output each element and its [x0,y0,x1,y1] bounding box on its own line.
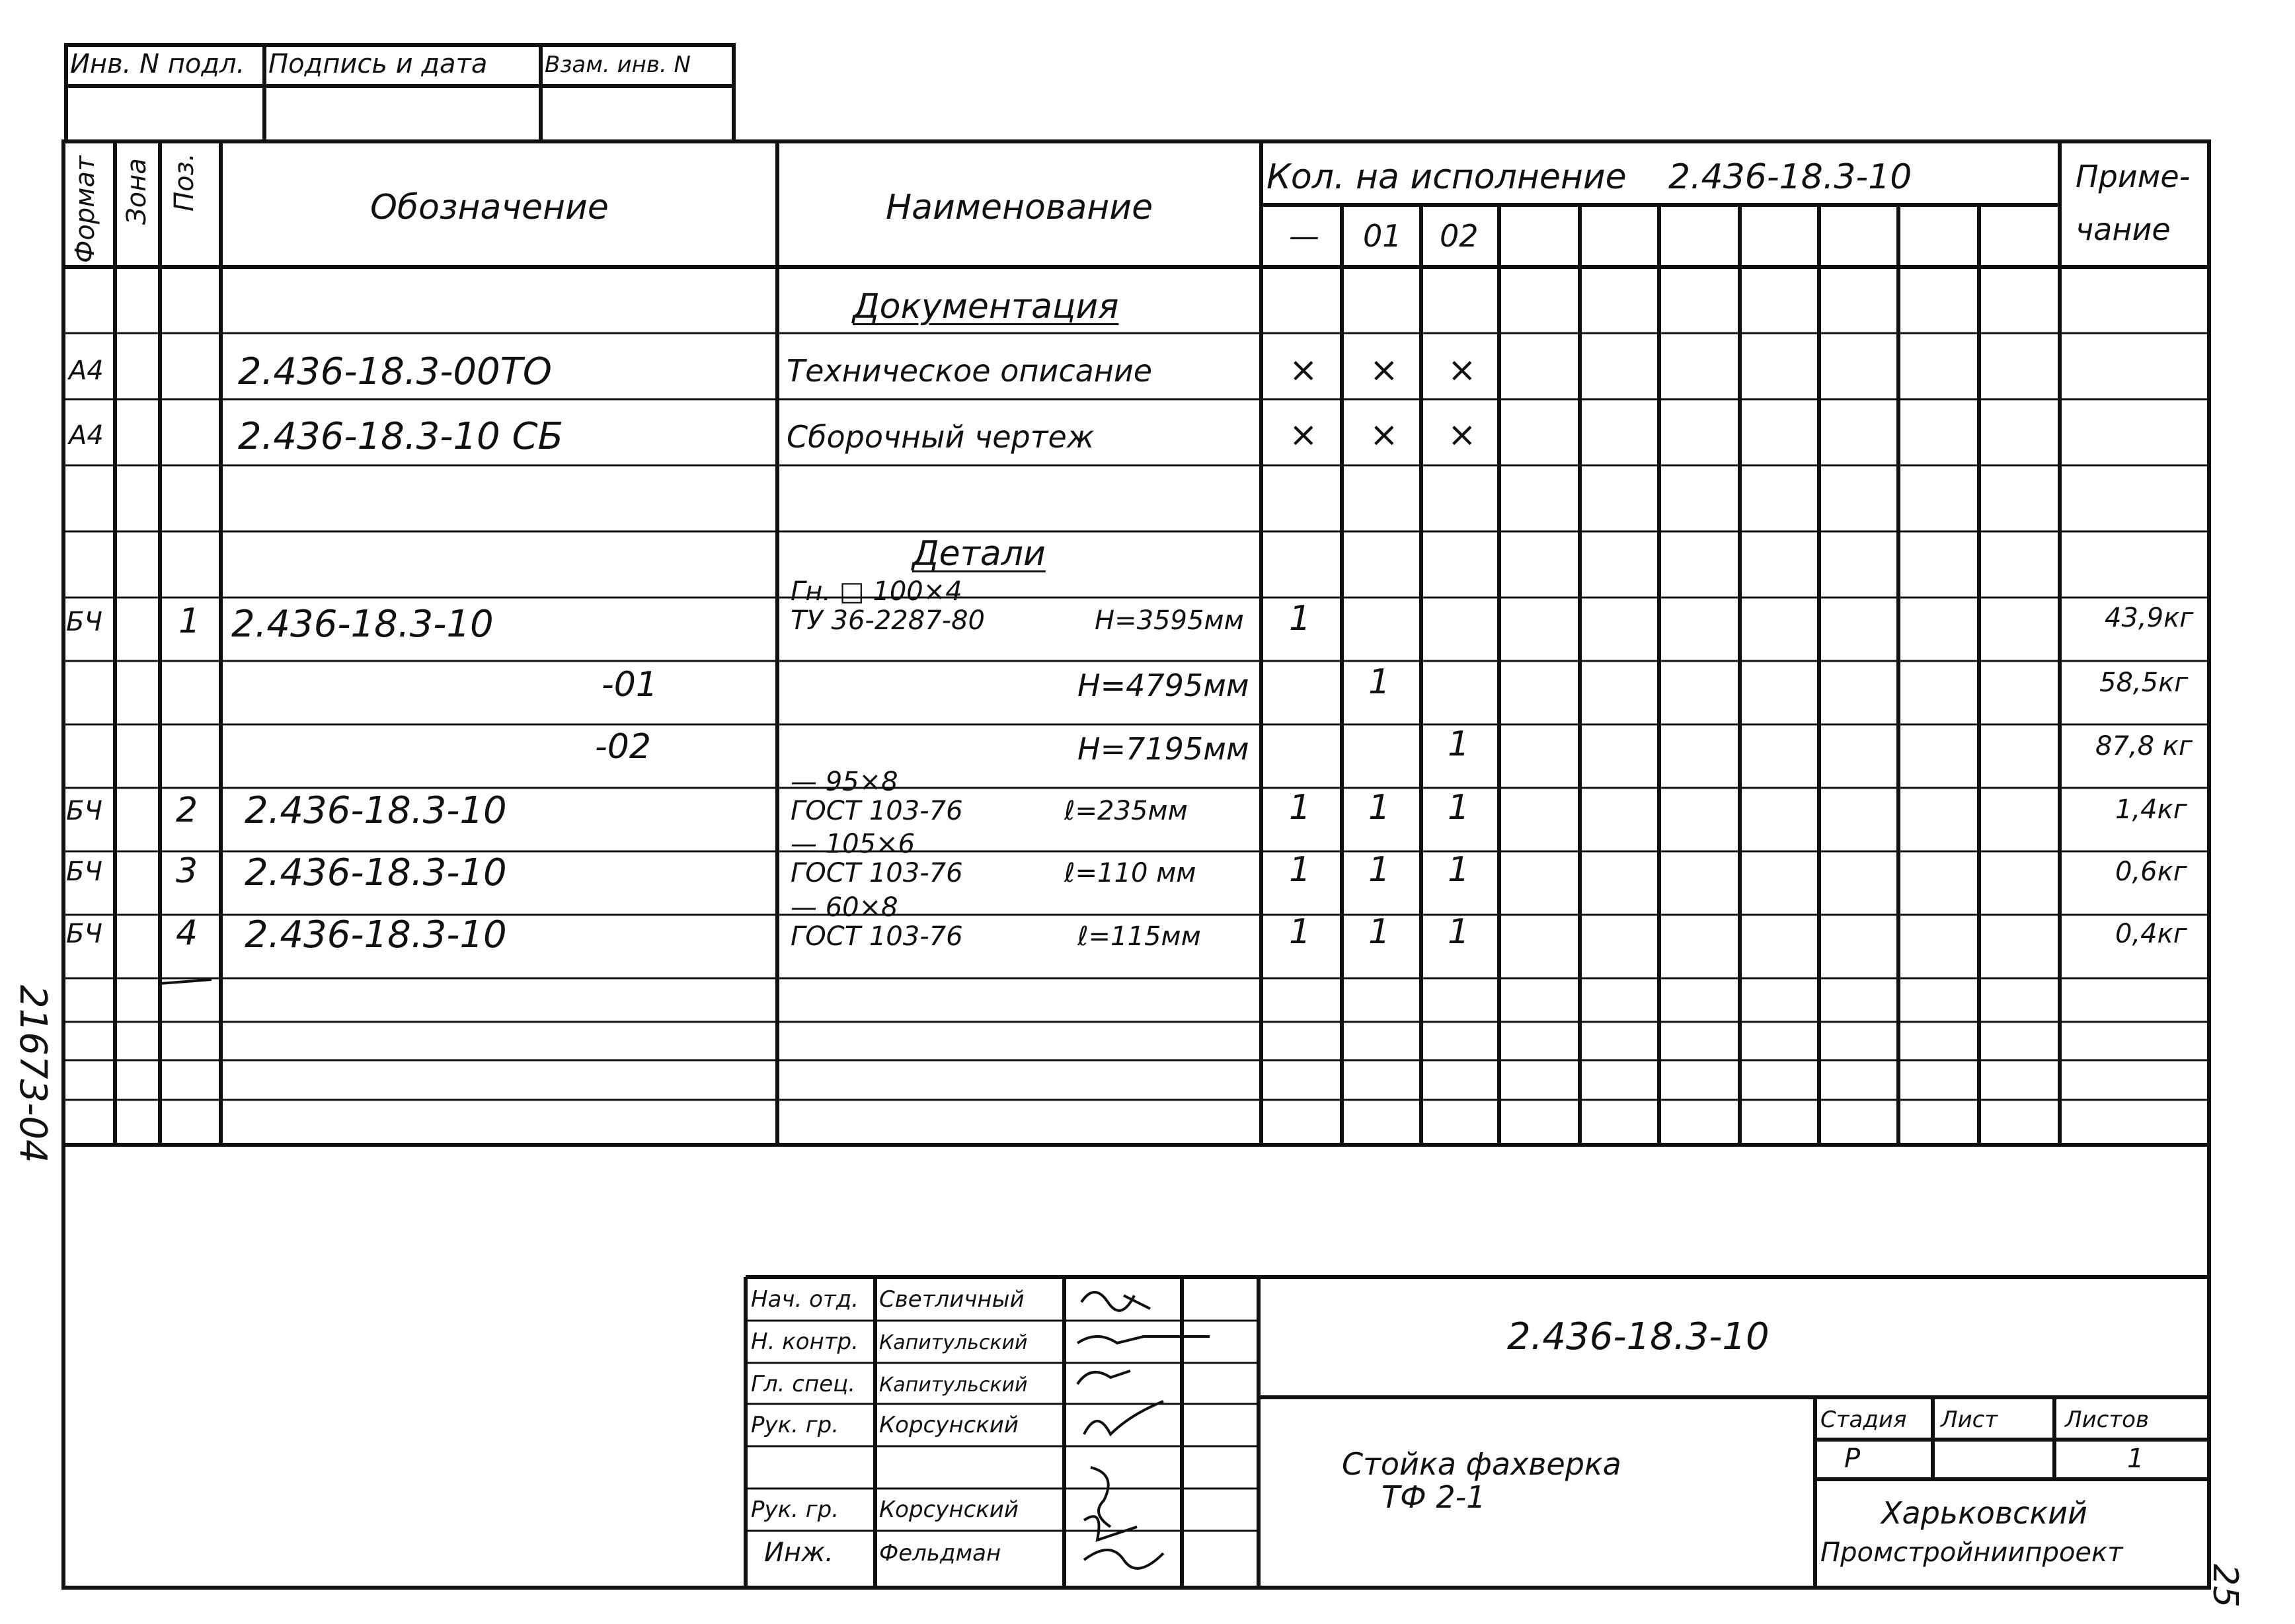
signature-3 [1077,1371,1130,1384]
detail-row-1-q0: 1 [1289,599,1311,638]
section-details: Детали [912,534,1046,574]
detail-row-3-dim: Н=7195мм [1077,731,1249,767]
tb-listov-label: Листов [2065,1407,2150,1433]
detail-row-2-note: 58,5кг [2099,668,2189,698]
detail-row-1-name1: Гн. □ 100×4 [791,576,962,607]
tb-name-2: Капитульский [879,1331,1028,1354]
header-primechanie-1: Приме- [2076,159,2191,194]
detail-row-2-q1: 1 [1368,662,1391,702]
detail-row-4-designation: 2.436-18.3-10 [245,789,507,832]
detail-row-4-name2: ГОСТ 103-76 [791,796,963,826]
detail-row-4-note: 1,4кг [2115,794,2187,825]
detail-row-4-pos: 2 [176,791,198,830]
tb-org-2: Промстройниипроект [1820,1537,2123,1568]
detail-row-1-dim: Н=3595мм [1095,605,1244,636]
header-var-1: 01 [1363,218,1402,254]
doc-row-1-designation: 2.436-18.3-00ТО [238,350,552,393]
detail-row-1-pos: 1 [178,601,201,641]
detail-row-1-format: БЧ [66,607,102,637]
detail-row-6-pos: 4 [176,913,198,953]
detail-row-1-note: 43,9кг [2105,603,2194,633]
detail-row-2-dim: Н=4795мм [1077,668,1249,703]
detail-row-6-name2: ГОСТ 103-76 [791,921,963,952]
tb-role-3: Гл. спец. [751,1371,856,1397]
tb-name-4: Корсунский [879,1412,1019,1438]
detail-row-5-q2: 1 [1448,850,1470,890]
tb-org-1: Харьковский [1881,1495,2087,1531]
tb-listov-value: 1 [2127,1444,2144,1474]
detail-row-5-format: БЧ [66,857,102,887]
tb-role-6: Рук. гр. [751,1496,839,1523]
header-naimenovanie: Наименование [886,188,1153,227]
detail-row-6-designation: 2.436-18.3-10 [245,913,507,956]
doc-row-1-format: А4 [69,356,104,386]
detail-row-6-note: 0,4кг [2115,919,2187,949]
detail-row-5-note: 0,6кг [2115,857,2187,887]
tb-name-7: Фельдман [879,1540,1001,1566]
doc-row-2-q2: × [1448,415,1477,455]
side-code: 21673-04 [11,985,54,1163]
tb-stadia-value: Р [1844,1444,1861,1474]
tb-product-name-1: Стойка фахверка [1342,1446,1621,1482]
stamp-inv-podl: Инв. N подл. [70,49,245,79]
sheet-number: 25 [2205,1564,2245,1608]
detail-row-4-format: БЧ [66,796,102,826]
stamp-podpis-data: Подпись и дата [268,49,488,79]
signature-1 [1081,1292,1150,1311]
header-kol-doc: 2.436-18.3-10 [1668,157,1912,197]
detail-row-1-name2: ТУ 36-2287-80 [791,605,985,636]
signature-5 [1091,1467,1110,1527]
section-documentation: Документация [853,287,1119,327]
detail-row-5-q1: 1 [1368,850,1391,890]
header-primechanie-2: чание [2076,212,2171,247]
doc-row-2-name: Сборочный чертеж [787,419,1095,455]
detail-row-6-q1: 1 [1368,912,1391,952]
detail-row-5-dim: ℓ=110 мм [1064,858,1196,888]
doc-row-1-name: Техническое описание [787,353,1153,389]
tb-role-1: Нач. отд. [751,1286,859,1313]
stamp-vzam-inv: Взам. инв. N [545,52,691,78]
detail-row-5-designation: 2.436-18.3-10 [245,851,507,894]
header-poz: Поз. [169,153,200,212]
header-zona: Зона [122,158,152,225]
tb-role-4: Рук. гр. [751,1412,839,1438]
doc-row-2-designation: 2.436-18.3-10 СБ [238,415,563,458]
signature-2 [1077,1336,1210,1343]
detail-row-2-designation: -01 [602,665,658,705]
detail-row-3-note: 87,8 кг [2095,731,2193,761]
detail-row-5-name1: — 105×6 [791,829,915,859]
tb-name-1: Светличный [879,1286,1025,1313]
detail-row-5-pos: 3 [176,851,198,891]
tb-product-name-2: ТФ 2-1 [1381,1479,1486,1515]
tb-doc-number: 2.436-18.3-10 [1507,1315,1770,1358]
detail-row-4-q2: 1 [1448,788,1470,828]
tb-name-3: Капитульский [879,1373,1028,1397]
signature-6 [1084,1516,1163,1568]
detail-row-6-name1: — 60×8 [791,892,898,923]
detail-row-3-q2: 1 [1448,724,1470,764]
header-var-0: — [1289,218,1319,254]
detail-row-4-name1: — 95×8 [791,767,898,797]
detail-row-6-dim: ℓ=115мм [1077,921,1201,952]
tb-list-label: Лист [1941,1407,1998,1433]
detail-row-3-designation: -02 [595,727,651,767]
detail-row-1-designation: 2.436-18.3-10 [231,603,494,646]
signature-marks [1077,1292,1210,1568]
header-kol: Кол. на исполнение [1266,157,1627,197]
row-dash [160,980,212,984]
detail-row-6-q2: 1 [1448,912,1470,952]
doc-row-1-q2: × [1448,350,1477,390]
detail-row-5-name2: ГОСТ 103-76 [791,858,963,888]
detail-row-6-format: БЧ [66,919,102,949]
tb-role-7: Инж. [764,1537,834,1568]
detail-row-4-q0: 1 [1289,788,1311,828]
tb-role-2: Н. контр. [751,1329,859,1355]
doc-row-1-q0: × [1289,350,1318,390]
detail-row-5-q0: 1 [1289,850,1311,890]
doc-row-2-q0: × [1289,415,1318,455]
detail-row-4-dim: ℓ=235мм [1064,796,1188,826]
header-oboznachenie: Обозначение [370,188,609,227]
header-var-2: 02 [1440,218,1479,254]
detail-row-4-q1: 1 [1368,788,1391,828]
doc-row-1-q1: × [1370,350,1399,390]
doc-row-2-format: А4 [69,420,104,451]
detail-row-6-q0: 1 [1289,912,1311,952]
header-format: Формат [70,155,100,263]
tb-stadia-label: Стадия [1820,1407,1907,1433]
tb-name-6: Корсунский [879,1496,1019,1523]
signature-4 [1084,1401,1163,1434]
doc-row-2-q1: × [1370,415,1399,455]
